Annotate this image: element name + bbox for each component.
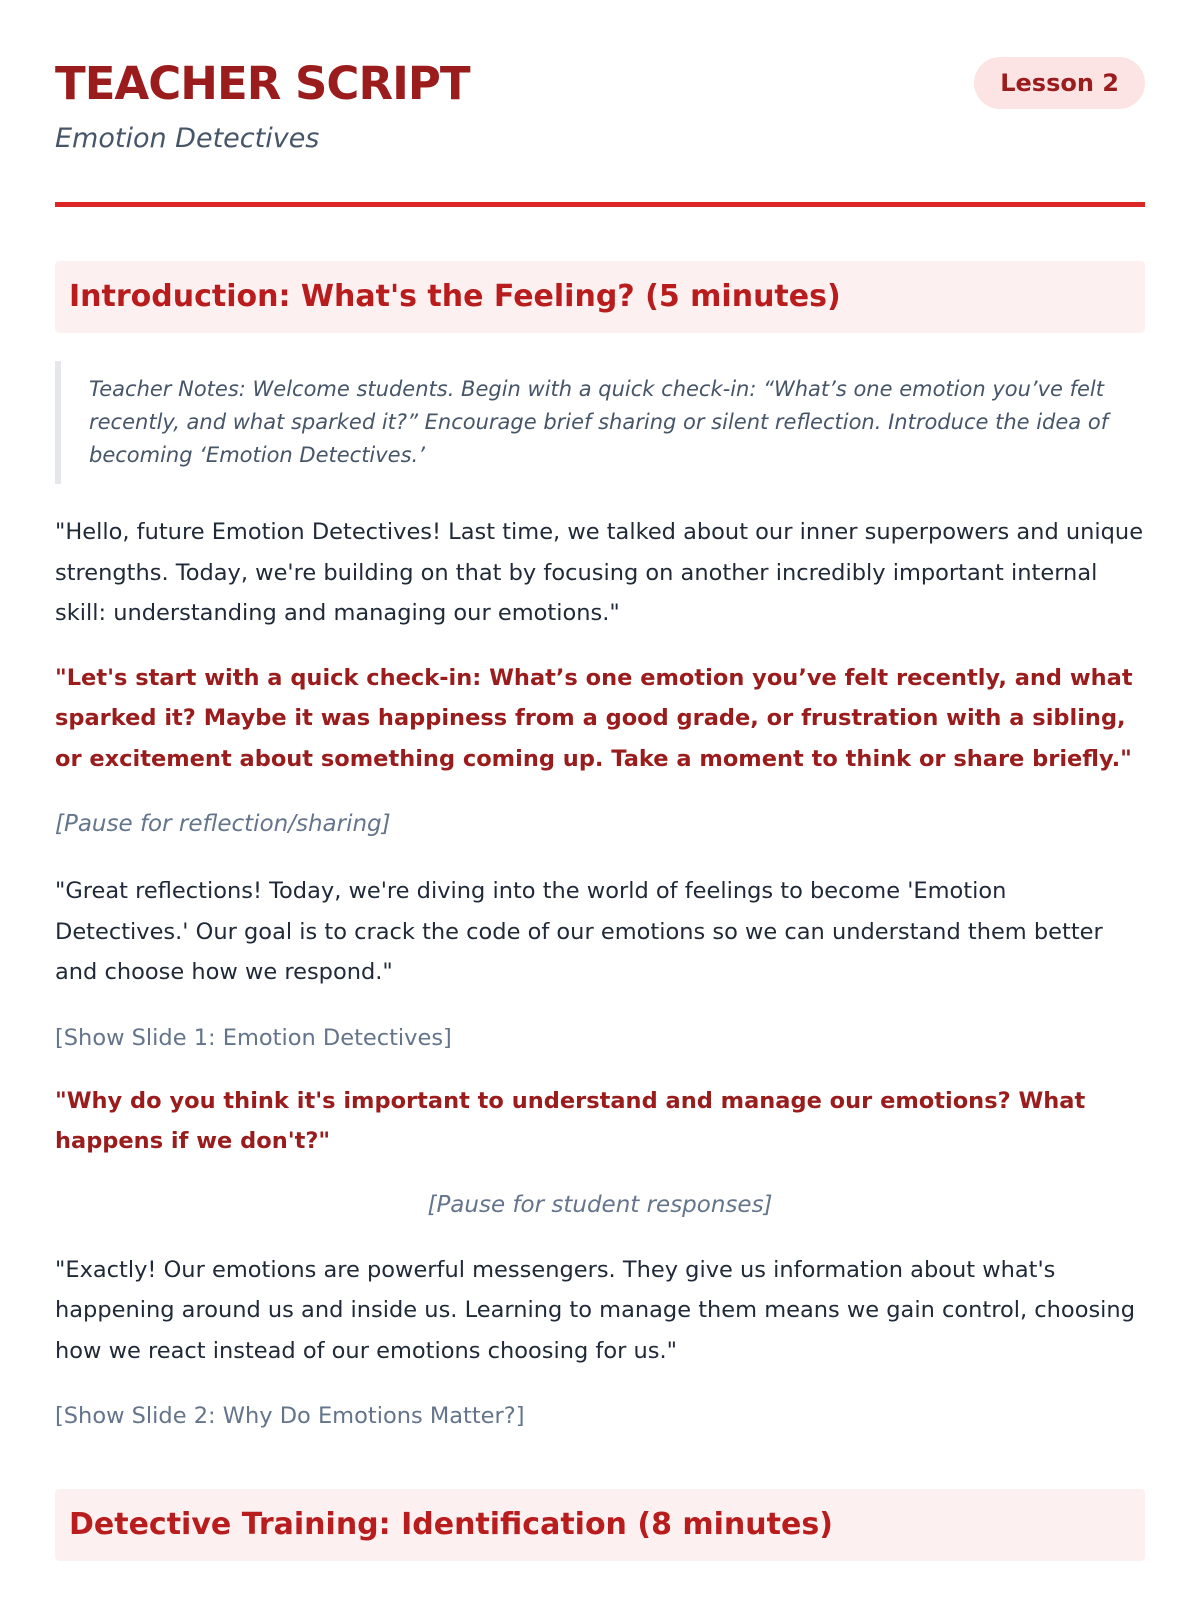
script-question: "Let's start with a quick check-in: What’s one emotion you’ve felt recently, and what sparked it? Maybe it was happiness from a good grade, or frustration with a sibling, or excitement about something coming up. Take a moment to think or share briefly."	[55, 664, 1133, 772]
lesson-badge: Lesson 2	[974, 57, 1145, 109]
slide-cue: [Show Slide 2: Why Do Emotions Matter?]	[55, 1403, 525, 1429]
lesson-subtitle: Emotion Detectives	[55, 123, 320, 154]
section-heading-introduction: Introduction: What's the Feeling? (5 minutes)	[55, 261, 1145, 333]
script-question: "Why do you think it's important to understand and manage our emotions? What happens if we don't?"	[55, 1087, 1086, 1154]
section-heading-detective-training: Detective Training: Identification (8 minutes)	[55, 1489, 1145, 1561]
teacher-notes: Teacher Notes: Welcome students. Begin with a quick check-in: “What’s one emotion you’ve felt recently, and what sparked it?” Encourage brief sharing or silent reflection. Introduce the idea of becoming ‘Emotion Detectives.’	[55, 361, 1145, 484]
header-divider	[55, 202, 1145, 207]
script-paragraph: "Hello, future Emotion Detectives! Last time, we talked about our inner superpowers and unique strengths. Today, we're building on that by focusing on another incredibly important internal skill: understanding and managing our emotions."	[55, 519, 1144, 626]
script-paragraph: "Exactly! Our emotions are powerful messengers. They give us information about what's happening around us and inside us. Learning to manage them means we gain control, choosing how we react instead of our emotions choosing for us."	[55, 1256, 1135, 1364]
pause-cue: [Pause for reflection/sharing]	[55, 811, 391, 837]
page-title: TEACHER SCRIPT	[55, 57, 470, 110]
slide-cue: [Show Slide 1: Emotion Detectives]	[55, 1024, 452, 1051]
pause-cue: [Pause for student responses]	[427, 1191, 773, 1218]
script-paragraph: "Great reflections! Today, we're diving into the world of feelings to become 'Emotion Detectives.' Our goal is to crack the code of our emotions so we can understand them better and choose how we respond."	[55, 878, 1103, 985]
page-header	[55, 0, 1145, 154]
